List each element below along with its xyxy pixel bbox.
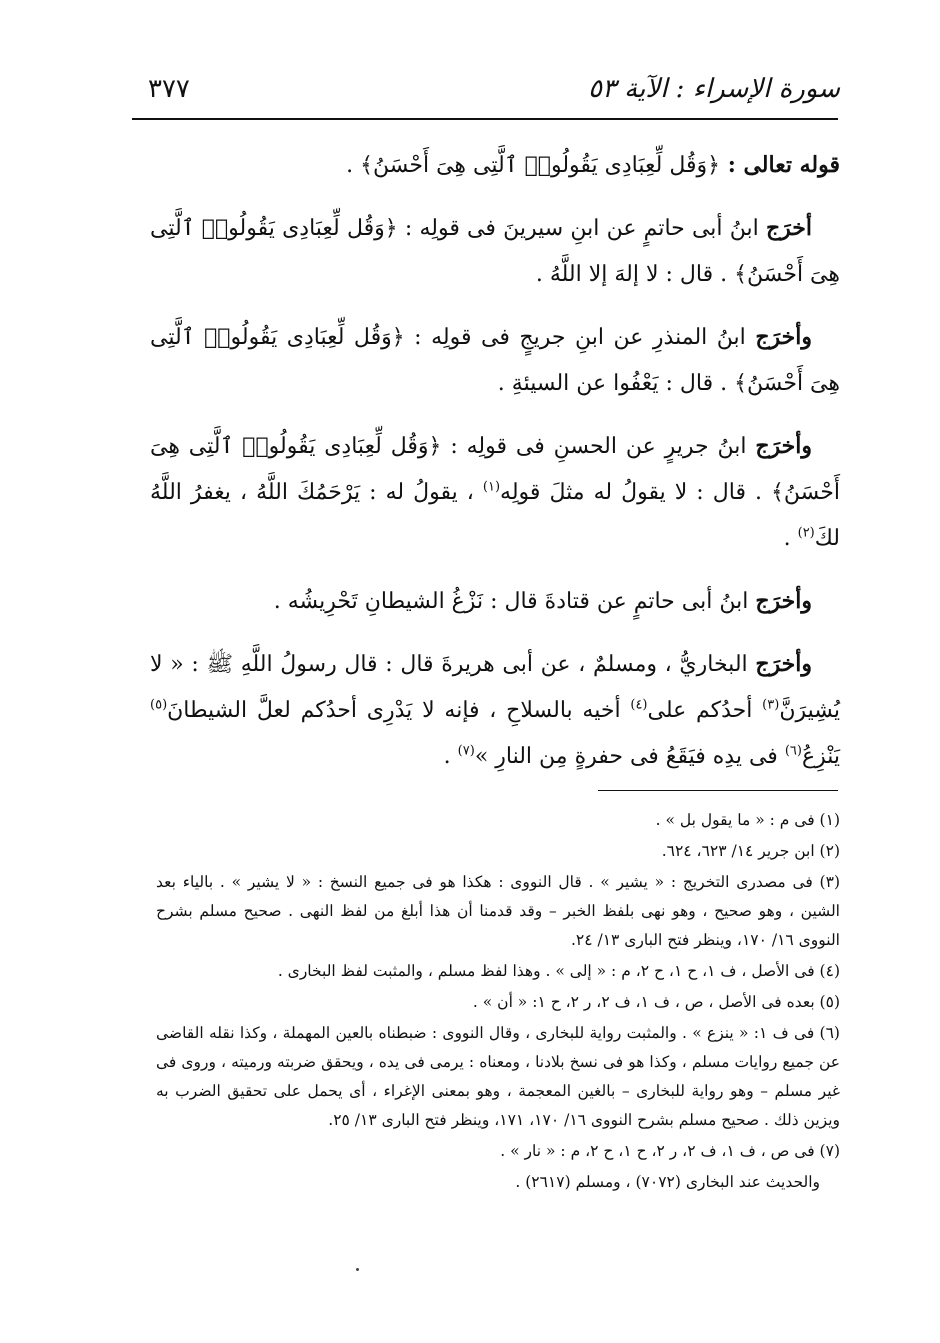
paragraph-text: ﴿وَقُل لِّعِبَادِى يَقُولُوا۟ ٱلَّتِى هِىَ أَحْسَنُ﴾ . [346, 153, 721, 178]
paragraph-text: ابنُ أبى حاتمٍ عن ابنِ سيرينَ فى قولِه : ﴿وَقُل لِّعِبَادِى يَقُولُوا۟ ٱلَّتِى هِىَ أَحْسَنُ﴾ . قال : لا إلهَ إلا اللَّهُ . [150, 216, 840, 287]
footnotes [156, 806, 840, 1199]
footnote-item: (٧) فى ص ، ف ١، ف ٢، ر ٢، ح ١، ح ٢، م : « نار » . [500, 1142, 840, 1160]
page-header [148, 60, 840, 104]
narration-paragraph [150, 578, 840, 625]
running-title: سورة الإسراء : الآية ٥٣ [587, 74, 840, 104]
paragraph-text: يَنْزِعُ [801, 744, 840, 769]
page-number: ٣٧٧ [148, 74, 190, 104]
paragraph-lead: قوله تعالى : [720, 152, 840, 178]
paragraph-text: فى يدِه فيَقَعُ فى حفرةٍ مِن النارِ » [474, 744, 785, 769]
paragraph-lead: وأخرَج [755, 324, 812, 350]
paragraph-lead: وأخرَج [755, 588, 812, 614]
narration-paragraph [150, 314, 840, 407]
paragraph-text: . [443, 744, 458, 769]
footnote-ref[interactable]: (٤) [630, 697, 648, 713]
footnote-item: (٦) فى ف ١: « ينزع » . والمثبت رواية للبخارى ، وقال النووى : ضبطناه بالعين المهملة ، وكذا نقله القاضى عن جميع روايات مسلم ، وكذا هو فى نسخ بلادنا ، ومعناه : يرمى فى يده ، ويحقق ضربته ورميته ، وروى فى غير مسلم – وهو رواية للبخارى – بالغين المعجمة ، وهو بمعنى الإغراء ، أى يحمل على تحقيق الضرب به ويزين ذلك . صحيح مسلم بشرح النووى ١٦/ ١٧٠، ١٧١، وينظر فتح البارى ١٣/ ٢٥. [156, 1024, 840, 1129]
narration-paragraph [150, 423, 840, 562]
footnote-ref[interactable]: (٢) [797, 525, 815, 541]
paragraph-text: ، يقولُ له : يَرْحَمُكَ اللَّهُ ، يغفرُ اللَّهُ لكَ [150, 480, 840, 551]
paragraph-lead: أخرَج [765, 215, 812, 241]
paragraph-text: . [783, 526, 798, 551]
footnote-ref[interactable]: (٦) [784, 743, 802, 759]
footnote-item: (٤) فى الأصل ، ف ١، ح ١، ح ٢، م : « إلى » . وهذا لفظ مسلم ، والمثبت لفظ البخارى . [277, 962, 840, 980]
paragraph-lead: وأخرَج [755, 433, 812, 459]
hadith-paragraph [150, 641, 840, 780]
paragraph-text: ابنُ جريرٍ عن الحسنِ فى قولِه : ﴿وَقُل لِّعِبَادِى يَقُولُوا۟ ٱلَّتِى هِىَ أَحْسَنُ﴾ . قال : لا يقولُ له مثلَ قولِه [150, 434, 840, 505]
footnote-divider [598, 790, 838, 791]
page-speck [356, 1268, 359, 1271]
footnote-item: (٣) فى مصدرى التخريج : « يشير » . قال النووى : هكذا هو فى جميع النسخ : « لا يشير » . بالياء بعد الشين ، وهو صحيح ، وهو نهى بلفظ الخبر – وقد قدمنا أن هذا أبلغ من لفظ النهى . صحيح مسلم بشرح النووى ١٦/ ١٧٠، وينظر فتح البارى ١٣/ ٢٤. [156, 873, 840, 949]
footnote-continuation: والحديث عند البخارى (٧٠٧٢) ، ومسلم (٢٦١٧) . [515, 1173, 820, 1191]
paragraph-lead: وأخرَج [755, 651, 812, 677]
header-divider [132, 118, 838, 120]
footnote-ref[interactable]: (٧) [457, 743, 475, 759]
footnote-item: (١) فى م : « ما يقول بل » . [655, 811, 840, 829]
paragraph-text: ابنُ المنذرِ عن ابنِ جريجٍ فى قولِه : ﴿وَقُل لِّعِبَادِى يَقُولُوا۟ ٱلَّتِى هِىَ أَحْسَنُ﴾ . قال : يَعْفُوا عن السيئةِ . [150, 325, 840, 396]
footnote-ref[interactable]: (٣) [762, 697, 780, 713]
narration-paragraph [150, 205, 840, 298]
footnote-ref[interactable]: (٥) [150, 697, 168, 713]
paragraph-text: البخاريُّ ، ومسلمٌ ، عن أبى هريرةَ قال : قال رسولُ اللَّهِ ﷺ : « لا يُشِيرَنَّ [150, 652, 840, 723]
main-text [150, 142, 840, 796]
footnote-ref[interactable]: (١) [482, 479, 501, 495]
paragraph-text: ابنُ أبى حاتمٍ عن قتادةَ قال : نَزْغُ الشيطانِ تَحْرِيشُه . [273, 589, 756, 614]
paragraph-text: أخيه بالسلاحِ ، فإنه لا يَدْرِى أحدُكم لعلَّ الشيطانَ [167, 698, 631, 723]
footnote-item: (٢) ابن جرير ١٤/ ٦٢٣، ٦٢٤. [661, 842, 840, 860]
paragraph-text: أحدُكم على [647, 698, 763, 723]
verse-heading [150, 142, 840, 189]
footnote-item: (٥) بعده فى الأصل ، ص ، ف ١، ف ٢، ر ٢، ح ١: « أن » . [472, 993, 840, 1011]
